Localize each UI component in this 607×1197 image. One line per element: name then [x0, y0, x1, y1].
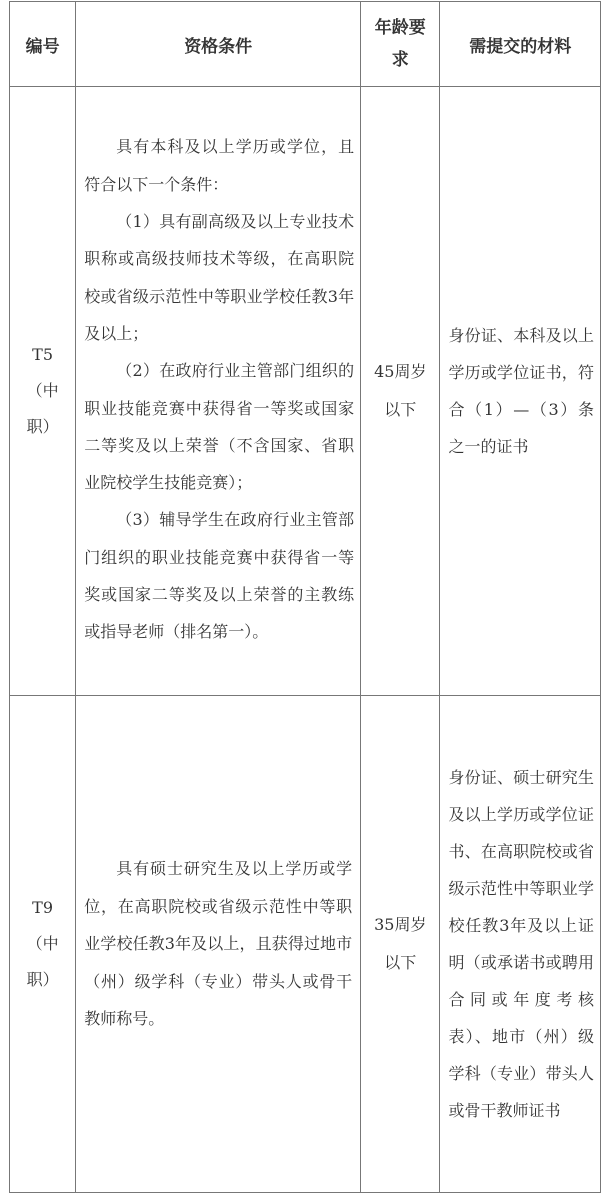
row-code	[10, 87, 76, 696]
row-code	[10, 696, 76, 1193]
header-age-line2: 求	[391, 50, 409, 70]
condition-paragraph: （1）具有副高级及以上专业技术职称或高级技师技术等级，在高职院校或省级示范性中等职业学校任教3年及以上；	[84, 212, 355, 343]
code-line: （中	[26, 381, 59, 400]
table-row	[10, 696, 601, 1193]
code-line: T5	[32, 345, 54, 364]
condition-paragraph: （3）辅导学生在政府行业主管部门组织的职业技能竞赛中获得省一等奖或国家二等奖及以上荣誉的主教练或指导老师（排名第一）。	[84, 510, 355, 642]
age-line: 以下	[384, 400, 417, 419]
header-row	[10, 2, 601, 87]
header-age-line1: 年龄要	[374, 18, 426, 38]
row-age	[361, 696, 440, 1193]
row-materials: 身份证、硕士研究生及以上学历或学位证书、在高职院校或省级示范性中等职业学校任教3年及以上证明（或承诺书或聘用合同或年度考核表）、地市（州）级学科（专业）带头人或骨干教师证书	[440, 696, 601, 1193]
age-line: 35周岁	[374, 915, 427, 934]
code-line: （中	[26, 934, 59, 953]
header-age	[361, 2, 440, 87]
condition-paragraph: （2）在政府行业主管部门组织的职业技能竞赛中获得省一等奖或国家二等奖及以上荣誉（不含国家、省职业院校学生技能竞赛）；	[84, 361, 355, 493]
header-conditions: 资格条件	[76, 2, 361, 87]
qualification-table	[9, 1, 601, 1193]
row-conditions	[76, 696, 361, 1193]
age-line: 以下	[384, 953, 417, 972]
row-age	[361, 87, 440, 696]
header-materials: 需提交的材料	[440, 2, 601, 87]
condition-paragraph: 具有本科及以上学历或学位，且符合以下一个条件：	[84, 137, 355, 194]
condition-paragraph: 具有硕士研究生及以上学历或学位，在高职院校或省级示范性中等职业学校任教3年及以上，且获得过地市（州）级学科（专业）带头人或骨干教师称号。	[84, 859, 353, 1029]
code-line: T9	[32, 898, 54, 917]
row-materials: 身份证、本科及以上学历或学位证书，符合（1）—（3）条之一的证书	[440, 87, 601, 696]
table-row	[10, 87, 601, 696]
code-line: 职）	[26, 417, 59, 436]
code-line: 职）	[26, 970, 59, 989]
row-conditions	[76, 87, 361, 696]
age-line: 45周岁	[374, 362, 427, 381]
header-code: 编号	[10, 2, 76, 87]
